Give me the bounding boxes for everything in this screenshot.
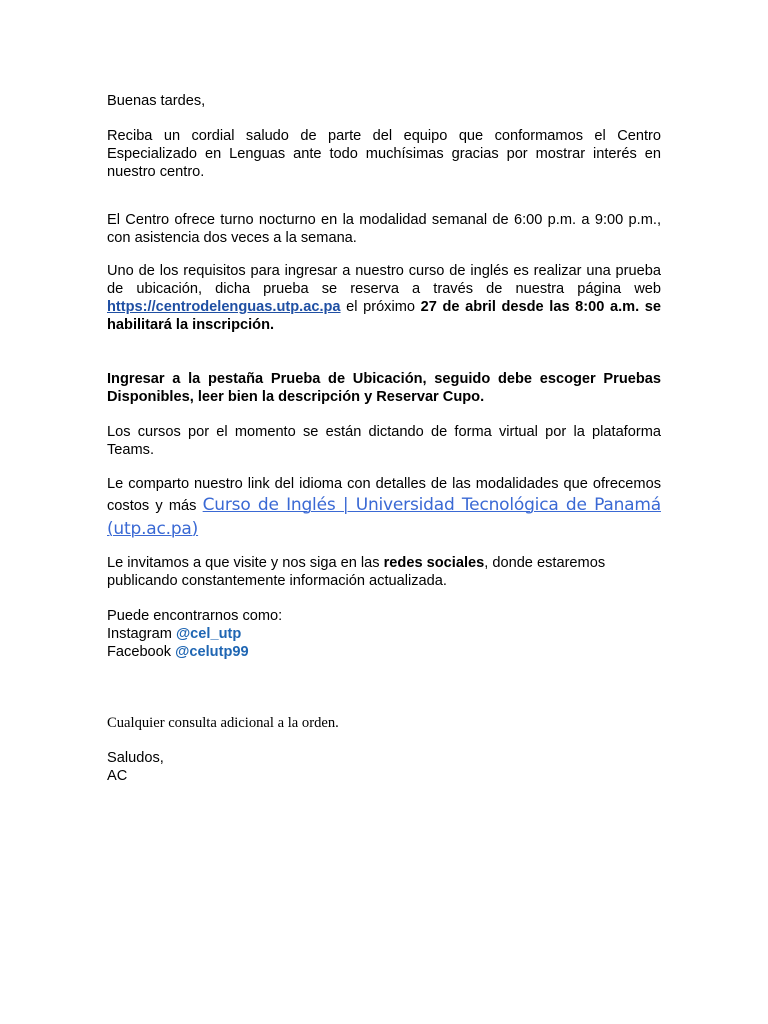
share-text: Le comparto nuestro link del idioma con detalles de las modalidades que ofrecemos costos y más [107, 476, 661, 514]
instagram-label: Instagram [107, 626, 176, 642]
social-paragraph [107, 554, 661, 590]
requirement-paragraph [107, 262, 661, 334]
closing-note: Cualquier consulta adicional a la orden. [107, 715, 339, 731]
greeting: Buenas tardes, [107, 93, 206, 109]
intro-paragraph: Reciba un cordial saludo de parte del equipo que conformamos el Centro Especializado en Lenguas ante todo muchísimas gracias por mostrar interés en nuestro centro. [107, 128, 661, 180]
facebook-handle[interactable]: @celutp99 [175, 644, 249, 660]
schedule-paragraph: El Centro ofrece turno nocturno en la modalidad semanal de 6:00 p.m. a 9:00 p.m., con asistencia dos veces a la semana. [107, 212, 661, 246]
virtual-paragraph: Los cursos por el momento se están dictando de forma virtual por la plataforma Teams. [107, 424, 661, 458]
instagram-line [107, 625, 661, 643]
social-text: Le invitamos a que visite y nos siga en las [107, 555, 384, 571]
signoff: Saludos, [107, 750, 164, 766]
website-link[interactable]: https://centrodelenguas.utp.ac.pa [107, 299, 341, 315]
instagram-handle[interactable]: @cel_utp [175, 626, 242, 642]
find-us-block [107, 607, 661, 661]
instructions-paragraph: Ingresar a la pestaña Prueba de Ubicación, seguido debe escoger Pruebas Disponibles, leer bien la descripción y Reservar Cupo. [107, 371, 661, 405]
signature: AC [107, 768, 128, 784]
social-text-after: , donde estaremos publicando constantemente información actualizada. [107, 555, 606, 589]
signoff-block [107, 749, 661, 785]
facebook-line [107, 643, 661, 661]
share-paragraph [107, 475, 661, 541]
social-networks: redes sociales [383, 555, 485, 571]
requirement-text: Uno de los requisitos para ingresar a nuestro curso de inglés es realizar una prueba de ubicación, dicha prueba se reserva a través de nuestra página web [107, 263, 661, 297]
course-link[interactable]: Curso de Inglés | Universidad Tecnológica de Panamá (utp.ac.pa) [107, 495, 661, 539]
find-us-label: Puede encontrarnos como: [107, 608, 283, 624]
facebook-label: Facebook [107, 644, 176, 660]
requirement-text-middle: el próximo [340, 299, 421, 315]
registration-date: 27 de abril desde las 8:00 a.m. se habilitará la inscripción. [107, 299, 662, 333]
